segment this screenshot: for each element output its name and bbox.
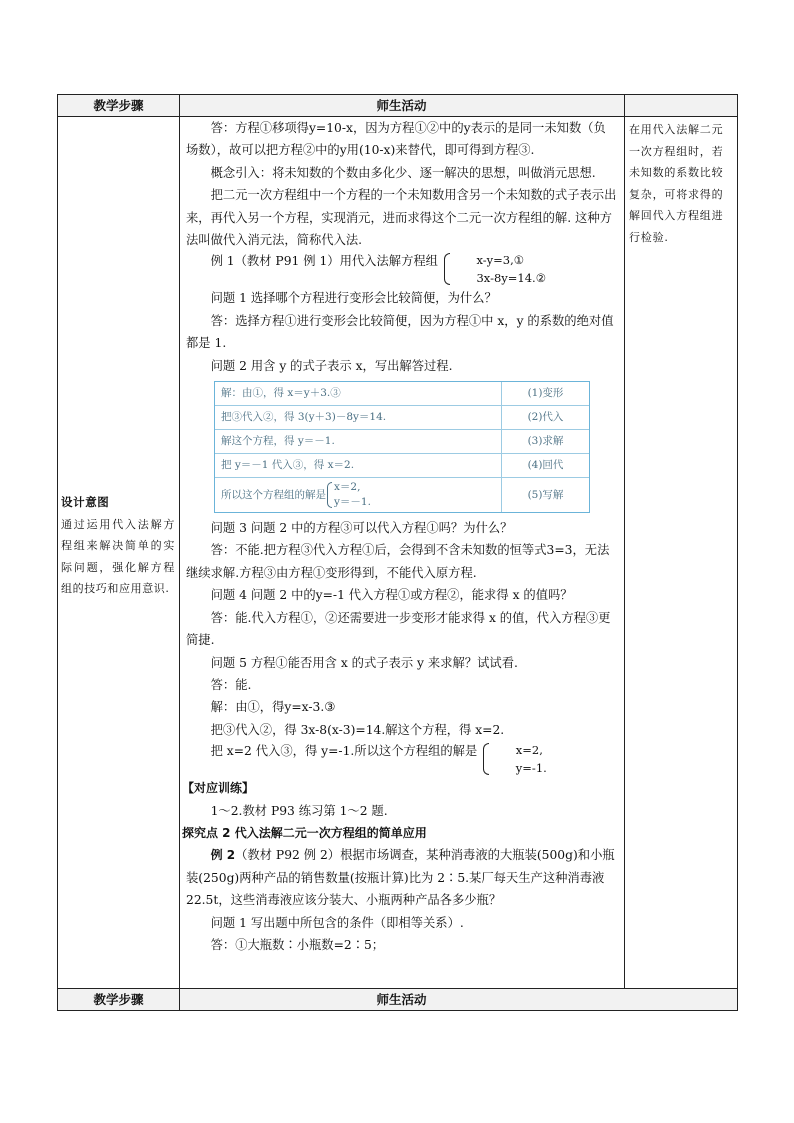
solution-final-lead: 所以这个方程组的解是 [221,488,326,501]
paragraph: 答：能.代入方程①，②还需要进一步变形才能求得 x 的值，代入方程③更简捷. [186,610,611,648]
divider [624,95,625,989]
solution-label: (4)回代 [527,459,564,472]
paragraph [186,741,618,777]
design-intent-text: 通过运用代入法解方程组来解决简单的实际问题，强化解方程组的技巧和应用意识. [61,517,175,595]
solution-row [215,477,589,512]
header-activity: 师生活动 [376,992,427,1007]
example-2-text: （教材 P92 例 2）根据市场调查，某种消毒液的大瓶装(500g)和小瓶装(250g)两种产品的销售数量(按瓶计算)比为 2∶5.某厂每天生产这种消毒液 22.5t，这些消毒液应该分装大、小瓶两种产品各多少瓶？ [186,848,615,908]
solution-label: (3)求解 [527,435,564,448]
paragraph: 1～2.教材 P93 练习第 1～2 题. [210,803,388,818]
design-intent-title: 设计意图 [61,495,110,509]
paragraph: 答：不能.把方程③代入方程①后，会得到不含未知数的恒等式3=3，无法继续求解.方程③由方程①变形得到，不能代入原方程. [186,543,610,580]
paragraph: 把③代入②，得 3x-8(x-3)=14.解这个方程，得 x=2. [210,722,505,737]
solution-step: 解：由①，得 x＝y＋3.③ [215,382,502,405]
solution-box [214,381,590,513]
solution-label: (2)代入 [527,411,564,424]
section-heading: 【对应训练】 [182,781,255,796]
example-2-title: 例 2 [210,848,236,863]
final-answer-lead: 把 x=2 代入③，得 y=-1.所以这个方程组的解是 [210,744,478,759]
solution-row [215,429,589,453]
paragraph: 问题 2 用含 y 的式子表示 x，写出解答过程. [210,358,453,373]
solution-step: 把 y＝－1 代入③，得 x＝2. [215,454,502,477]
header-step: 教学步骤 [93,992,144,1007]
solution-label: (5)写解 [527,488,564,501]
margin-note: 在用代入法解二元一次方程组时，若未知数的系数比较复杂，可将求得的解回代入方程组进行检验. [629,123,724,244]
example-1 [186,251,618,287]
paragraph: 问题 5 方程①能否用含 x 的式子表示 y 来求解？试试看. [210,655,518,670]
final-answer-y: y=-1. [515,761,547,776]
final-answer-system [481,741,547,777]
solution-label: (1)变形 [527,387,564,400]
paragraph: 概念引入：将未知数的个数由多化少、逐一解决的思想，叫做消元思想. [210,165,596,180]
paragraph: 问题 4 问题 2 中的y=-1 代入方程①或方程②，能求得 x 的值吗？ [210,588,573,603]
table-header-repeat [58,989,737,1010]
main-content [182,117,618,956]
equation-2: 3x-8y=14.② [476,271,547,286]
paragraph: 把二元一次方程组中一个方程的一个未知数用含另一个未知数的式子表示出来，再代入另一个方程，实现消元，进而求得这个二元一次方程组的解. 这种方法叫做代入消元法，简称代入法. [186,188,617,248]
paragraph: 问题 1 选择哪个方程进行变形会比较简便，为什么？ [210,291,497,306]
equation-1: x-y=3,① [476,253,525,268]
paragraph: 答：选择方程①进行变形会比较简便，因为方程①中 x，y 的系数的绝对值都是 1. [186,313,614,351]
paragraph: 问题 1 写出题中所包含的条件（即相等关系）. [210,915,464,930]
example-2 [186,844,618,911]
solution-final-system [326,480,371,510]
solution-step [215,478,502,512]
solution-step: 把③代入②，得 3(y＋3)－8y＝14. [215,406,502,429]
table-header [58,95,737,116]
paragraph: 问题 3 问题 2 中的方程③可以代入方程①吗？为什么？ [210,521,513,536]
lesson-table [57,94,738,1011]
header-note [624,989,737,1010]
example-1-lead: 例 1（教材 P91 例 1）用代入法解方程组 [210,254,438,269]
solution-row [215,382,589,405]
paragraph: 答：能. [210,677,252,692]
design-intent [61,492,175,600]
header-step: 教学步骤 [93,98,144,113]
section-heading: 探究点 2 代入法解二元一次方程组的简单应用 [182,825,427,840]
final-answer-x: x=2, [515,743,543,758]
divider [179,95,180,1010]
solution-step: 解这个方程，得 y＝－1. [215,430,502,453]
equation-system [442,251,546,287]
solution-row [215,405,589,429]
header-activity: 师生活动 [376,98,427,113]
header-note [624,95,737,116]
solution-final-y: y＝－1. [334,496,371,509]
paragraph: 答：①大瓶数∶小瓶数=2∶5； [210,937,385,952]
solution-final-x: x＝2, [334,481,361,494]
paragraph: 答：方程①移项得y=10-x，因为方程①②中的y表示的是同一未知数（负场数），故可以把方程②中的y用(10-x)来替代，即可得到方程③. [186,121,606,158]
solution-row [215,453,589,477]
paragraph: 解：由①，得y=x-3.③ [210,700,336,715]
